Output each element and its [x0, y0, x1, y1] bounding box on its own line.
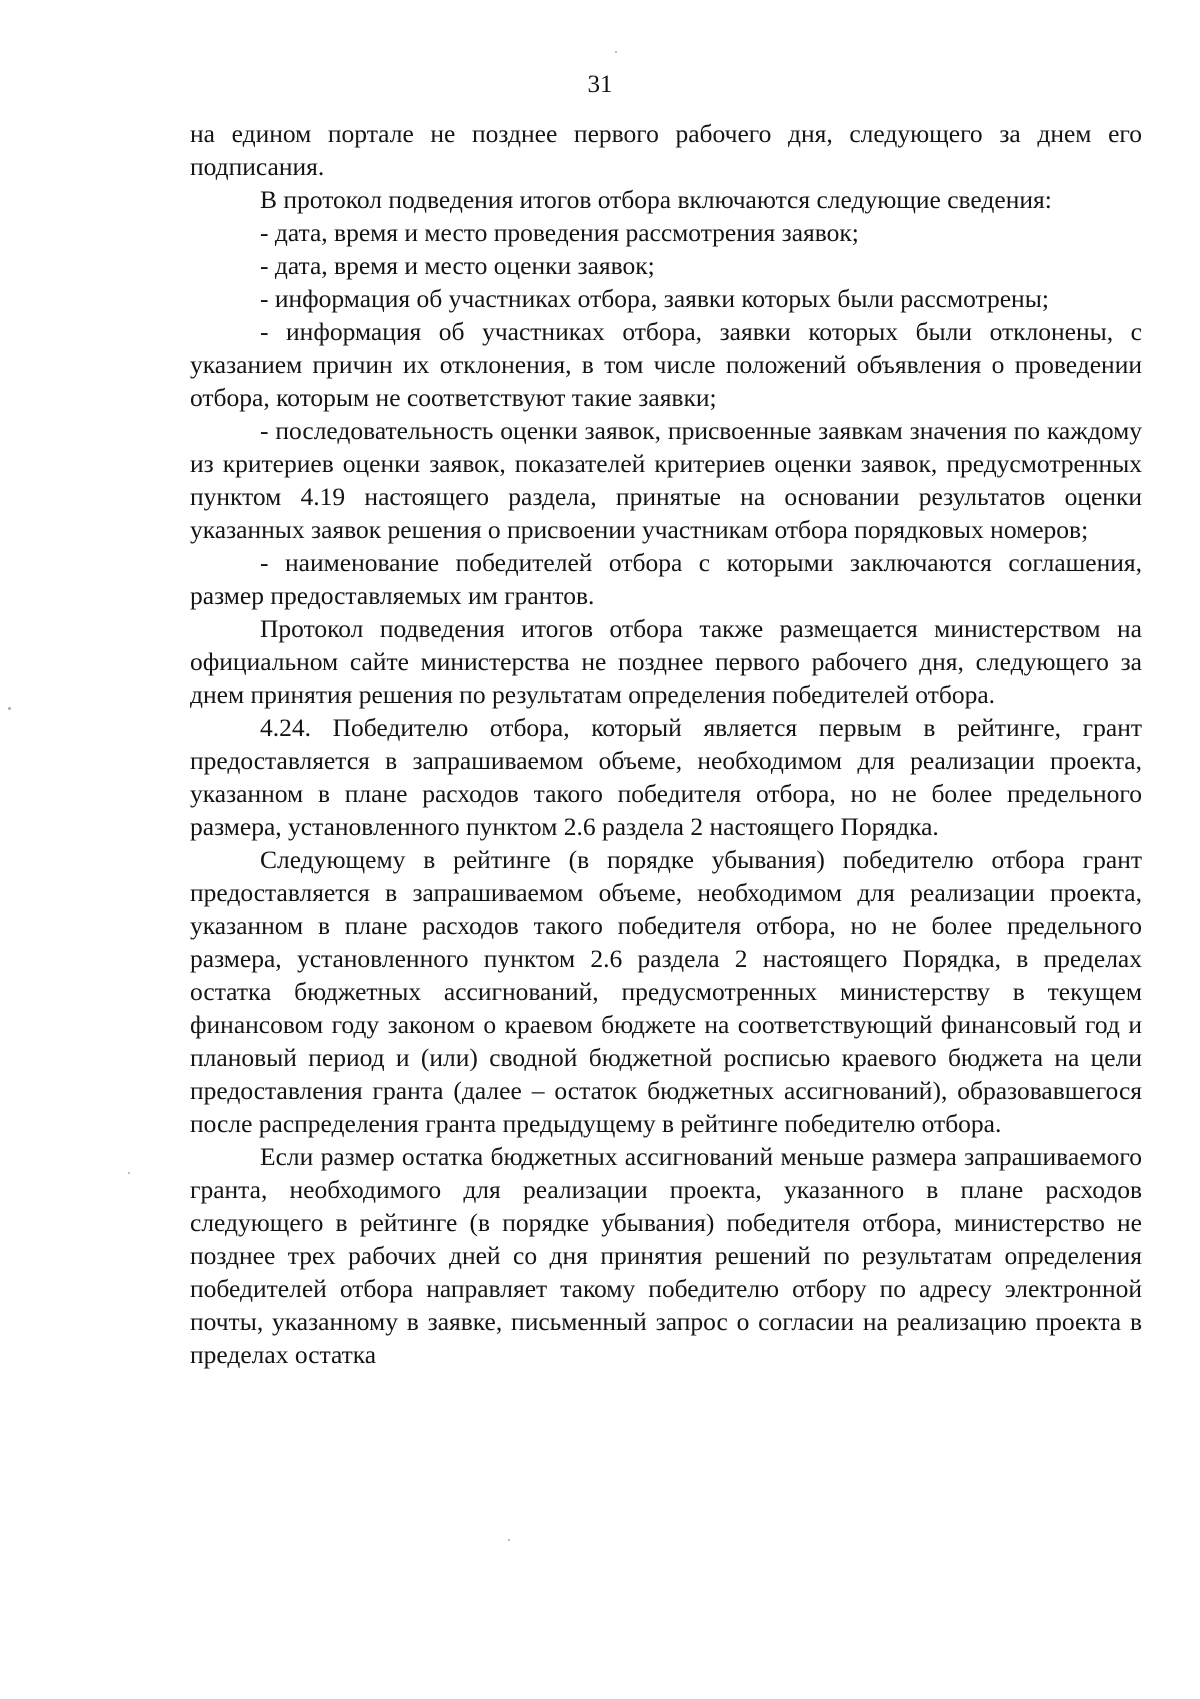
document-body	[190, 117, 1142, 1371]
scan-speck	[128, 1172, 130, 1174]
paragraph-protocol-contents: В протокол подведения итогов отбора включаются следующие сведения:	[260, 185, 1052, 214]
paragraph-section-4-24: 4.24. Победителю отбора, который является первым в рейтинге, грант предоставляется в запрашиваемом объеме, необходимом для реализации проекта, указанном в плане расходов такого победителя отбора, но не более предельного размера, установленного пунктом 2.6 раздела 2 настоящего Порядка.	[190, 713, 1142, 841]
scan-speck	[615, 51, 617, 53]
list-item-reviewed-participants: - информация об участниках отбора, заявки которых были рассмотрены;	[260, 284, 1049, 313]
paragraph-protocol-publication: Протокол подведения итогов отбора также размещается министерством на официальном сайте министерства не позднее первого рабочего дня, следующего за днем принятия решения по результатам определения победителей отбора.	[190, 614, 1142, 709]
list-item-review-date: - дата, время и место проведения рассмотрения заявок;	[260, 218, 859, 247]
paragraph-remaining-budget: Если размер остатка бюджетных ассигнований меньше размера запрашиваемого гранта, необходимого для реализации проекта, указанного в плане расходов следующего в рейтинге (в порядке убывания) победителя отбора, министерство не позднее трех рабочих дней со дня принятия решений по результатам определения победителей отбора направляет такому победителю отбору по адресу электронной почты, указанному в заявке, письменный запрос о согласии на реализацию проекта в пределах остатка	[190, 1142, 1142, 1369]
list-item-evaluation-sequence: - последовательность оценки заявок, присвоенные заявкам значения по каждому из критериев оценки заявок, показателей критериев оценки заявок, предусмотренных пунктом 4.19 настоящего раздела, принятые на основании результатов оценки указанных заявок решения о присвоении участникам отбора порядковых номеров;	[190, 416, 1142, 544]
list-item-winners: - наименование победителей отбора с которыми заключаются соглашения, размер предоставляемых им грантов.	[190, 548, 1142, 610]
list-item-rejected-participants: - информация об участниках отбора, заявки которых были отклонены, с указанием причин их отклонения, в том числе положений объявления о проведении отбора, которым не соответствуют такие заявки;	[190, 317, 1142, 412]
scan-speck	[508, 1539, 510, 1541]
page-number: 31	[587, 71, 613, 98]
paragraph-continuation: на едином портале не позднее первого рабочего дня, следующего за днем его подписания.	[190, 119, 1142, 181]
scan-speck	[8, 707, 11, 710]
paragraph-next-winner: Следующему в рейтинге (в порядке убывания) победителю отбора грант предоставляется в запрашиваемом объеме, необходимом для реализации проекта, указанном в плане расходов такого победителя отбора, но не более предельного размера, установленного пунктом 2.6 раздела 2 настоящего Порядка, в пределах остатка бюджетных ассигнований, предусмотренных министерству в текущем финансовом году законом о краевом бюджете на соответствующий финансовый год и плановый период и (или) сводной бюджетной росписью краевого бюджета на цели предоставления гранта (далее – остаток бюджетных ассигнований), образовавшегося после распределения гранта предыдущему в рейтинге победителю отбора.	[190, 845, 1142, 1138]
list-item-evaluation-date: - дата, время и место оценки заявок;	[260, 251, 655, 280]
